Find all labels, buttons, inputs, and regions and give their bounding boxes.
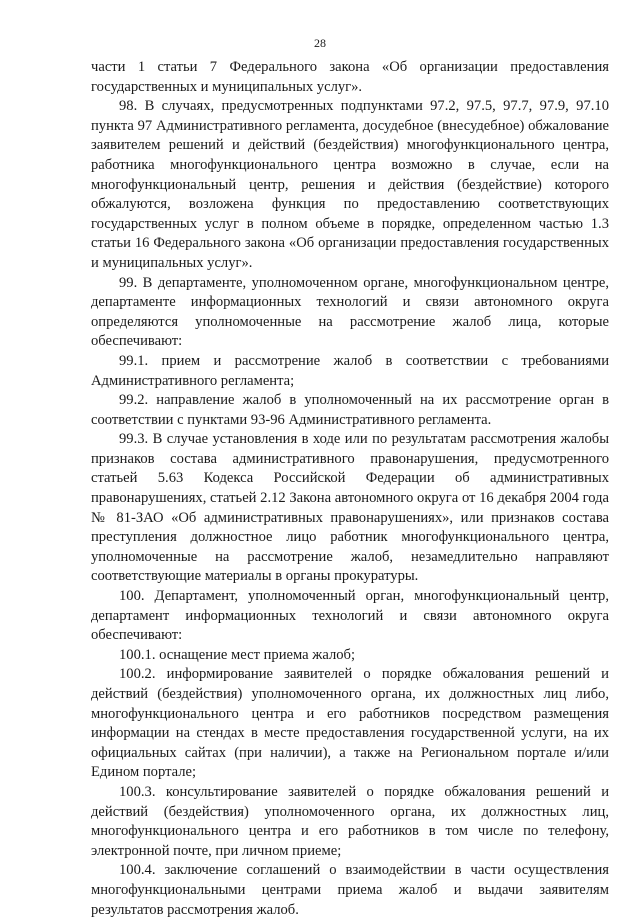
page-number: 28 [314, 36, 326, 50]
paragraph-100-1: 100.1. оснащение мест приема жалоб; [119, 646, 356, 663]
paragraph-98: 98. В случаях, предусмотренных подпунктами 97.2, 97.5, 97.7, 97.9, 97.10 пункта 97 Административного регламента, досудебное (внесудебное) обжалование заявителем решений и действий (бездействия) многофункционального центра, работника многофункционального центра возможно в случае, если на многофункциональный центр, решения и действия (бездействие) которого обжалуются, возложена функция по предоставлению соответствующих государственных услуг в полном объеме в порядке, определенном частью 1.3 статьи 16 Федерального закона «Об организации предоставления государственных и муниципальных услуг». [91, 98, 609, 271]
paragraph-99-2: 99.2. направление жалоб в уполномоченный на их рассмотрение орган в соответствии с пунктами 93-96 Административного регламента. [91, 392, 609, 428]
paragraph-99-3: 99.3. В случае установления в ходе или по результатам рассмотрения жалобы признаков состава административного правонарушения, предусмотренного статьей 5.63 Кодекса Российской Федерации об административных правонарушениях, статьей 2.12 Закона автономного округа от 16 декабря 2004 года № 81-ЗАО «Об административных правонарушениях», или признаков состава преступления должностное лицо работник многофункционального центра, уполномоченные на рассмотрение жалоб, незамедлительно направляют соответствующие материалы в органы прокуратуры. [91, 431, 609, 585]
paragraph-100-3: 100.3. консультирование заявителей о порядке обжалования решений и действий (бездействия) уполномоченного органа, их должностных лиц, многофункционального центра и его работников в том числе по телефону, электронной почте, при личном приеме; [91, 783, 609, 859]
paragraph-99: 99. В департаменте, уполномоченном органе, многофункциональном центре, департаменте информационных технологий и связи автономного округа определяются уполномоченные на рассмотрение жалоб лица, которые обеспечивают: [91, 274, 609, 350]
paragraph-99-1: 99.1. прием и рассмотрение жалоб в соответствии с требованиями Административного регламента; [91, 352, 609, 389]
paragraph-100-4: 100.4. заключение соглашений о взаимодействии в части осуществления многофункциональными центрами приема жалоб и выдачи заявителям результатов рассмотрения жалоб. [91, 862, 609, 918]
paragraph-100: 100. Департамент, уполномоченный орган, многофункциональный центр, департамент информационных технологий и связи автономного округа обеспечивают: [91, 588, 609, 644]
paragraph-1: части 1 статьи 7 Федерального закона «Об организации предоставления государственных и муниципальных услуг». [91, 59, 609, 95]
paragraph-100-2: 100.2. информирование заявителей о порядке обжалования решений и действий (бездействия) уполномоченного органа, их должностных лиц либо, многофункционального центра и его работников посредством размещения информации на стендах в месте предоставления государственной услуги, на их официальных сайтах (при наличии), а также на Региональном портале и/или Едином портале; [91, 666, 609, 781]
document-body [91, 58, 609, 920]
